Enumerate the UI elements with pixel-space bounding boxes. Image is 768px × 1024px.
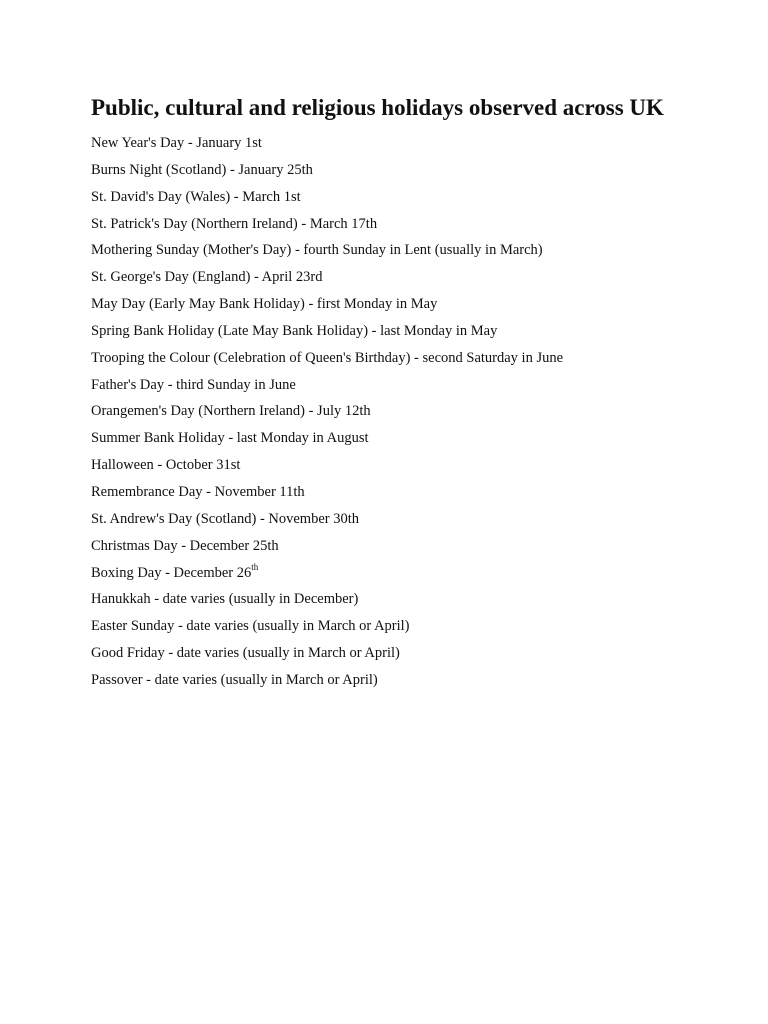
holiday-text: Father's Day - third Sunday in June — [91, 376, 296, 393]
ordinal-superscript: th — [251, 561, 259, 572]
list-item — [91, 533, 563, 560]
list-item — [91, 479, 563, 506]
list-item — [91, 184, 563, 211]
list-item — [91, 211, 563, 238]
holiday-text: Spring Bank Holiday (Late May Bank Holiday) - last Monday in May — [91, 322, 498, 339]
holiday-text: St. Patrick's Day (Northern Ireland) - March 17th — [91, 215, 378, 232]
holiday-text: Halloween - October 31st — [91, 457, 241, 474]
holiday-text: Mothering Sunday (Mother's Day) - fourth Sunday in Lent (usually in March) — [91, 242, 543, 259]
list-item — [91, 398, 563, 425]
list-item — [91, 318, 563, 345]
list-item — [91, 291, 563, 318]
list-item — [91, 264, 563, 291]
list-item — [91, 506, 563, 533]
holiday-text: Boxing Day - December 26 — [91, 564, 252, 581]
list-item — [91, 667, 563, 694]
list-item — [91, 586, 563, 613]
list-item — [91, 452, 563, 479]
holiday-list — [91, 130, 563, 694]
holiday-text: Trooping the Colour (Celebration of Queen's Birthday) - second Saturday in June — [91, 349, 564, 366]
holiday-text: Burns Night (Scotland) - January 25th — [91, 161, 313, 178]
holiday-text: Easter Sunday - date varies (usually in March or April) — [91, 618, 410, 635]
document-title: Public, cultural and religious holidays observed across UK — [91, 95, 664, 120]
list-item — [91, 613, 563, 640]
holiday-text: Remembrance Day - November 11th — [91, 483, 305, 500]
holiday-text: New Year's Day - January 1st — [91, 135, 262, 151]
list-item — [91, 157, 563, 184]
list-item — [91, 560, 563, 587]
holiday-text: St. Andrew's Day (Scotland) - November 30th — [91, 510, 359, 527]
holiday-text: Christmas Day - December 25th — [91, 537, 279, 554]
holiday-text: Good Friday - date varies (usually in March or April) — [91, 645, 400, 662]
list-item — [91, 425, 563, 452]
list-item — [91, 345, 563, 372]
holiday-text: Hanukkah - date varies (usually in December) — [91, 591, 359, 608]
holiday-text: May Day (Early May Bank Holiday) - first Monday in May — [91, 296, 438, 313]
list-item — [91, 372, 563, 399]
list-item — [91, 237, 563, 264]
list-item — [91, 130, 563, 157]
holiday-text: Passover - date varies (usually in March or April) — [91, 671, 378, 688]
holiday-text: St. George's Day (England) - April 23rd — [91, 269, 323, 286]
holiday-text: Orangemen's Day (Northern Ireland) - July 12th — [91, 403, 371, 420]
holiday-text: St. David's Day (Wales) - March 1st — [91, 188, 301, 205]
holiday-text: Summer Bank Holiday - last Monday in August — [91, 430, 369, 447]
list-item — [91, 640, 563, 667]
